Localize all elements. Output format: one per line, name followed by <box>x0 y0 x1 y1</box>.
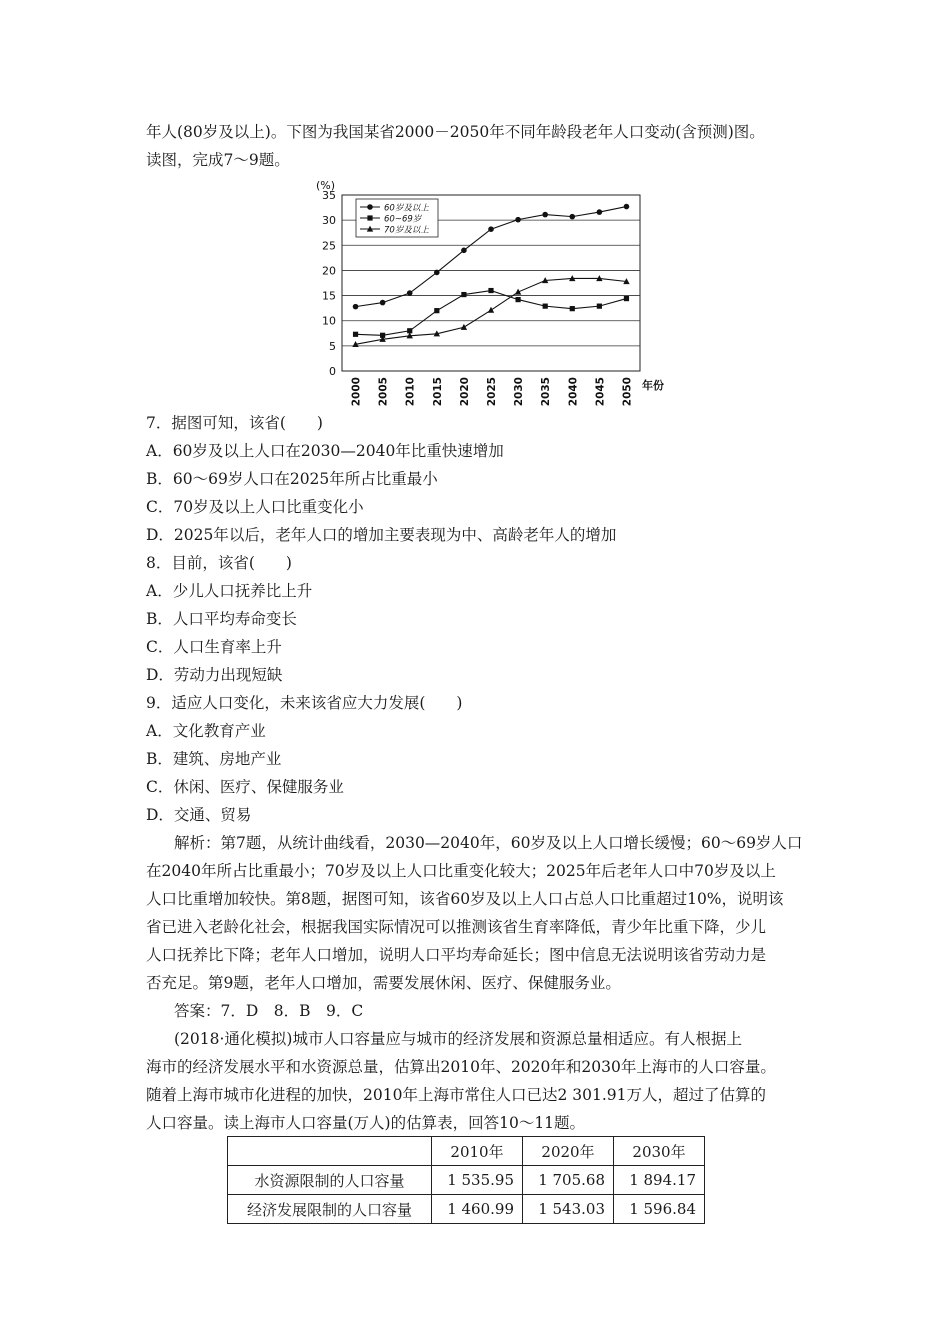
q8-stem: 8．目前，该省( ) <box>146 554 292 572</box>
y-tick-label: 30 <box>322 214 336 228</box>
table-header-cell: 2010年 <box>432 1137 523 1166</box>
x-tick-label: 2020 <box>458 377 471 407</box>
x-tick-label: 2015 <box>431 377 444 407</box>
x-tick-label: 2025 <box>486 377 498 407</box>
table-header-row <box>228 1137 705 1166</box>
x-tick-label: 2045 <box>594 377 607 407</box>
data-point <box>515 217 521 223</box>
data-point <box>353 332 358 337</box>
data-point <box>543 304 548 309</box>
data-point <box>570 306 575 311</box>
table-row-label: 水资源限制的人口容量 <box>228 1166 432 1195</box>
table-header-cell <box>228 1137 432 1166</box>
data-point <box>488 288 493 293</box>
answer-line: 答案：7．D 8．B 9．C <box>174 1002 364 1020</box>
x-tick-label: 2000 <box>350 377 363 407</box>
data-point <box>367 204 373 210</box>
y-tick-label: 20 <box>322 264 336 278</box>
x-tick-label: 2005 <box>377 377 390 407</box>
q8-option-c: C．人口生育率上升 <box>146 638 282 656</box>
data-point <box>407 290 413 296</box>
q7-stem: 7．据图可知，该省( ) <box>146 414 323 432</box>
analysis-line-1: 解析：第7题，从统计曲线看，2030—2040年，60岁及以上人口增长缓慢；60～69岁人口 <box>174 834 803 852</box>
x-tick-label: 2010 <box>404 377 417 407</box>
data-point <box>434 308 439 313</box>
table-cell: 1 894.17 <box>614 1166 705 1195</box>
x-tick-label: 2030 <box>513 377 526 407</box>
q8-option-a: A．少儿人口抚养比上升 <box>146 582 313 600</box>
y-tick-label: 10 <box>322 314 336 328</box>
passage2-line-2: 海市的经济发展水平和水资源总量，估算出2010年、2020年和2030年上海市的人口容量。 <box>146 1058 776 1076</box>
analysis-line-2: 在2040年所占比重最小；70岁及以上人口比重变化较大；2025年后老年人口中70岁及以上 <box>146 862 776 880</box>
capacity-table <box>227 1136 705 1224</box>
y-tick-label: 35 <box>322 189 336 202</box>
y-tick-label: 15 <box>322 289 336 303</box>
x-tick-label: 2040 <box>567 377 580 407</box>
legend-label: 70岁及以上 <box>384 225 429 236</box>
analysis-line-6: 否充足。第9题，老年人口增加，需要发展休闲、医疗、保健服务业。 <box>146 974 621 992</box>
data-point <box>515 297 520 302</box>
x-tick-label: 2035 <box>540 377 553 407</box>
data-point <box>367 215 372 220</box>
q8-option-d: D．劳动力出现短缺 <box>146 666 283 684</box>
data-point <box>624 296 629 301</box>
q9-option-a: A．文化教育产业 <box>146 722 266 740</box>
q9-stem: 9．适应人口变化，未来该省应大力发展( ) <box>146 694 463 712</box>
q9-option-b: B．建筑、房地产业 <box>146 750 282 768</box>
q8-option-b: B．人口平均寿命变长 <box>146 610 297 628</box>
data-point <box>380 300 386 306</box>
table-cell: 1 543.03 <box>523 1195 614 1224</box>
data-point <box>597 304 602 309</box>
y-tick-label: 0 <box>329 365 336 378</box>
analysis-line-3: 人口比重增加较快。第8题，据图可知，该省60岁及以上人口占总人口比重超过10%，说明该 <box>146 890 784 908</box>
data-point <box>461 292 466 297</box>
y-tick-label: 25 <box>322 239 336 253</box>
y-axis-label: (%) <box>316 179 336 192</box>
data-point <box>434 270 440 276</box>
table-row <box>228 1195 705 1224</box>
q7-option-c: C．70岁及以上人口比重变化小 <box>146 498 364 516</box>
q9-option-c: C．休闲、医疗、保健服务业 <box>146 778 344 796</box>
data-point <box>624 204 630 210</box>
data-point <box>542 212 548 218</box>
data-point <box>488 226 494 232</box>
y-tick-label: 5 <box>329 339 336 353</box>
passage2-line-3: 随着上海市城市化进程的加快，2010年上海市常住人口已达2 301.91万人，超过了估算的 <box>146 1086 766 1104</box>
table-row <box>228 1166 705 1195</box>
analysis-line-5: 人口抚养比下降；老年人口增加，说明人口平均寿命延长；图中信息无法说明该省劳动力是 <box>146 946 767 964</box>
intro-line-1: 年人(80岁及以上)。下图为我国某省2000－2050年不同年龄段老年人口变动(含预测)图。 <box>146 123 765 141</box>
data-point <box>569 214 575 220</box>
data-point <box>461 324 467 330</box>
table-cell: 1 596.84 <box>614 1195 705 1224</box>
q9-option-d: D．交通、贸易 <box>146 806 252 824</box>
data-point <box>597 209 603 215</box>
data-point <box>461 248 467 254</box>
q7-option-b: B．60～69岁人口在2025年所占比重最小 <box>146 470 438 488</box>
legend-label: 60岁及以上 <box>384 203 429 214</box>
population-line-chart <box>300 175 664 407</box>
table-row-label: 经济发展限制的人口容量 <box>228 1195 432 1224</box>
data-point <box>488 307 494 313</box>
table-cell: 1 460.99 <box>432 1195 523 1224</box>
table-header-cell: 2030年 <box>614 1137 705 1166</box>
analysis-line-4: 省已进入老龄化社会，根据我国实际情况可以推测该省生育率降低，青少年比重下降，少儿 <box>146 918 767 936</box>
passage2-line-1: (2018·通化模拟)城市人口容量应与城市的经济发展和资源总量相适应。有人根据上 <box>174 1030 742 1048</box>
intro-line-2: 读图，完成7～9题。 <box>146 151 290 169</box>
q7-option-a: A．60岁及以上人口在2030—2040年比重快速增加 <box>146 442 504 460</box>
table-cell: 1 705.68 <box>523 1166 614 1195</box>
table-cell: 1 535.95 <box>432 1166 523 1195</box>
x-tick-label: 2050 <box>621 377 634 407</box>
x-axis-label: 年份 <box>642 379 664 392</box>
table-header-cell: 2020年 <box>523 1137 614 1166</box>
data-point <box>353 304 359 310</box>
q7-option-d: D．2025年以后，老年人口的增加主要表现为中、高龄老年人的增加 <box>146 526 617 544</box>
passage2-line-4: 人口容量。读上海市人口容量(万人)的估算表，回答10～11题。 <box>146 1114 586 1132</box>
legend-label: 60~69岁 <box>384 214 422 225</box>
